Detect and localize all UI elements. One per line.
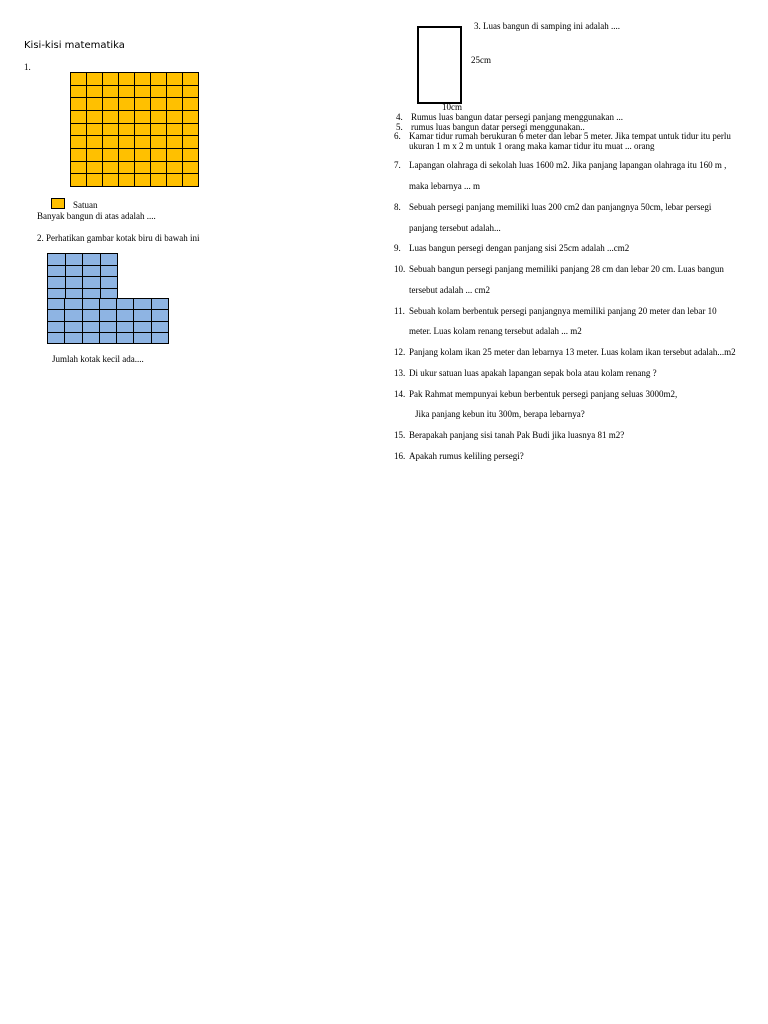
grid-cell xyxy=(71,149,87,162)
grid-cell xyxy=(87,98,103,111)
grid-cell xyxy=(117,333,134,344)
grid-cell xyxy=(103,162,119,175)
orange-grid-figure xyxy=(70,72,199,187)
grid-cell xyxy=(135,162,151,175)
grid-cell xyxy=(103,111,119,124)
grid-cell xyxy=(117,299,134,310)
grid-cell xyxy=(183,111,199,124)
grid-cell xyxy=(83,310,100,321)
grid-cell xyxy=(134,310,151,321)
grid-cell xyxy=(66,277,84,289)
grid-cell xyxy=(103,124,119,137)
grid-cell xyxy=(167,124,183,137)
grid-cell xyxy=(83,254,101,266)
question-8: 8. Sebuah persegi panjang memiliki luas 200 cm2 dan panjangnya 50cm, lebar persegi xyxy=(394,202,712,212)
grid-cell xyxy=(117,322,134,333)
grid-cell xyxy=(119,162,135,175)
grid-cell xyxy=(183,86,199,99)
grid-cell xyxy=(48,310,65,321)
blue-grid-top-figure xyxy=(47,253,118,300)
grid-cell xyxy=(151,124,167,137)
question-13: 13. Di ukur satuan luas apakah lapangan sepak bola atau kolam renang ? xyxy=(394,368,657,378)
grid-cell xyxy=(119,111,135,124)
grid-cell xyxy=(71,98,87,111)
grid-cell xyxy=(71,136,87,149)
rectangle-width-label: 10cm xyxy=(442,102,462,112)
grid-cell xyxy=(167,149,183,162)
question-10: 10. Sebuah bangun persegi panjang memiliki panjang 28 cm dan lebar 20 cm. Luas bangun xyxy=(394,264,724,274)
grid-cell xyxy=(151,73,167,86)
grid-cell xyxy=(167,162,183,175)
grid-cell xyxy=(101,254,119,266)
grid-cell xyxy=(119,149,135,162)
grid-cell xyxy=(134,322,151,333)
question-1-text: Banyak bangun di atas adalah .... xyxy=(37,211,156,221)
grid-cell xyxy=(66,254,84,266)
question-11-cont: meter. Luas kolam renang tersebut adalah ... m2 xyxy=(409,326,582,336)
grid-cell xyxy=(103,136,119,149)
grid-cell xyxy=(183,98,199,111)
grid-cell xyxy=(167,136,183,149)
question-6-cont: ukuran 1 m x 2 m untuk 1 orang maka kamar tidur itu muat ... orang xyxy=(409,141,655,151)
grid-cell xyxy=(117,310,134,321)
grid-cell xyxy=(167,73,183,86)
grid-cell xyxy=(135,124,151,137)
question-9: 9. Luas bangun persegi dengan panjang sisi 25cm adalah ...cm2 xyxy=(394,243,630,253)
grid-cell xyxy=(65,333,82,344)
grid-cell xyxy=(119,86,135,99)
grid-cell xyxy=(87,162,103,175)
question-7-cont: maka lebarnya ... m xyxy=(409,181,480,191)
grid-cell xyxy=(103,98,119,111)
grid-cell xyxy=(167,98,183,111)
grid-cell xyxy=(119,124,135,137)
grid-cell xyxy=(152,322,169,333)
grid-cell xyxy=(152,333,169,344)
question-1-number: 1. xyxy=(24,62,31,72)
grid-cell xyxy=(48,322,65,333)
grid-cell xyxy=(151,98,167,111)
grid-cell xyxy=(71,73,87,86)
grid-cell xyxy=(167,111,183,124)
grid-cell xyxy=(71,86,87,99)
page-title: Kisi-kisi matematika xyxy=(24,40,125,51)
grid-cell xyxy=(66,266,84,278)
grid-cell xyxy=(119,136,135,149)
grid-cell xyxy=(135,149,151,162)
grid-cell xyxy=(167,86,183,99)
question-10-cont: tersebut adalah ... cm2 xyxy=(409,285,490,295)
grid-cell xyxy=(135,73,151,86)
grid-cell xyxy=(100,333,117,344)
rectangle-figure xyxy=(417,26,462,104)
grid-cell xyxy=(71,111,87,124)
question-3-text: 3. Luas bangun di samping ini adalah .... xyxy=(474,21,620,31)
question-16: 16. Apakah rumus keliling persegi? xyxy=(394,451,524,461)
grid-cell xyxy=(87,149,103,162)
grid-cell xyxy=(119,73,135,86)
grid-cell xyxy=(87,136,103,149)
grid-cell xyxy=(65,310,82,321)
grid-cell xyxy=(48,333,65,344)
grid-cell xyxy=(119,98,135,111)
grid-cell xyxy=(183,73,199,86)
question-12: 12. Panjang kolam ikan 25 meter dan lebarnya 13 meter. Luas kolam ikan tersebut adalah...m2 xyxy=(394,347,736,357)
grid-cell xyxy=(103,149,119,162)
question-2-prompt: 2. Perhatikan gambar kotak biru di bawah ini xyxy=(37,233,200,243)
grid-cell xyxy=(152,299,169,310)
grid-cell xyxy=(83,277,101,289)
grid-cell xyxy=(48,266,66,278)
grid-cell xyxy=(83,333,100,344)
question-7: 7. Lapangan olahraga di sekolah luas 1600 m2. Jika panjang lapangan olahraga itu 160 m , xyxy=(394,160,727,170)
grid-cell xyxy=(83,322,100,333)
grid-cell xyxy=(183,149,199,162)
grid-cell xyxy=(87,124,103,137)
grid-cell xyxy=(87,73,103,86)
question-2-text: Jumlah kotak kecil ada.... xyxy=(52,354,144,364)
grid-cell xyxy=(100,310,117,321)
unit-square-legend xyxy=(51,198,65,209)
grid-cell xyxy=(119,174,135,187)
grid-cell xyxy=(135,111,151,124)
question-4: 4. Rumus luas bangun datar persegi panjang menggunakan ... xyxy=(396,112,623,122)
grid-cell xyxy=(151,136,167,149)
grid-cell xyxy=(135,86,151,99)
grid-cell xyxy=(135,174,151,187)
grid-cell xyxy=(134,333,151,344)
question-8-cont: panjang tersebut adalah... xyxy=(409,223,501,233)
grid-cell xyxy=(183,124,199,137)
grid-cell xyxy=(103,174,119,187)
grid-cell xyxy=(152,310,169,321)
grid-cell xyxy=(65,299,82,310)
grid-cell xyxy=(71,174,87,187)
grid-cell xyxy=(48,254,66,266)
grid-cell xyxy=(151,162,167,175)
grid-cell xyxy=(151,174,167,187)
grid-cell xyxy=(100,322,117,333)
grid-cell xyxy=(135,98,151,111)
rectangle-height-label: 25cm xyxy=(471,55,491,65)
blue-grid-bottom-figure xyxy=(47,298,169,344)
grid-cell xyxy=(183,136,199,149)
question-14-cont: Jika panjang kebun itu 300m, berapa lebarnya? xyxy=(415,409,585,419)
grid-cell xyxy=(151,149,167,162)
question-6: 6. Kamar tidur rumah berukuran 6 meter dan lebar 5 meter. Jika tempat untuk tidur itu perlu xyxy=(394,131,731,141)
question-11: 11. Sebuah kolam berbentuk persegi panjangnya memiliki panjang 20 meter dan lebar 10 xyxy=(394,306,717,316)
grid-cell xyxy=(87,111,103,124)
grid-cell xyxy=(100,299,117,310)
grid-cell xyxy=(103,86,119,99)
grid-cell xyxy=(134,299,151,310)
grid-cell xyxy=(87,174,103,187)
grid-cell xyxy=(48,277,66,289)
grid-cell xyxy=(48,299,65,310)
grid-cell xyxy=(183,162,199,175)
grid-cell xyxy=(83,266,101,278)
question-14: 14. Pak Rahmat mempunyai kebun berbentuk persegi panjang seluas 3000m2, xyxy=(394,389,678,399)
grid-cell xyxy=(151,86,167,99)
grid-cell xyxy=(71,162,87,175)
grid-cell xyxy=(101,277,119,289)
grid-cell xyxy=(151,111,167,124)
grid-cell xyxy=(183,174,199,187)
question-15: 15. Berapakah panjang sisi tanah Pak Budi jika luasnya 81 m2? xyxy=(394,430,625,440)
grid-cell xyxy=(167,174,183,187)
grid-cell xyxy=(135,136,151,149)
grid-cell xyxy=(101,266,119,278)
question-5: 5. rumus luas bangun datar persegi menggunakan.. xyxy=(396,122,585,132)
grid-cell xyxy=(87,86,103,99)
grid-cell xyxy=(83,299,100,310)
grid-cell xyxy=(103,73,119,86)
unit-legend-label: Satuan xyxy=(73,200,98,210)
grid-cell xyxy=(71,124,87,137)
grid-cell xyxy=(65,322,82,333)
